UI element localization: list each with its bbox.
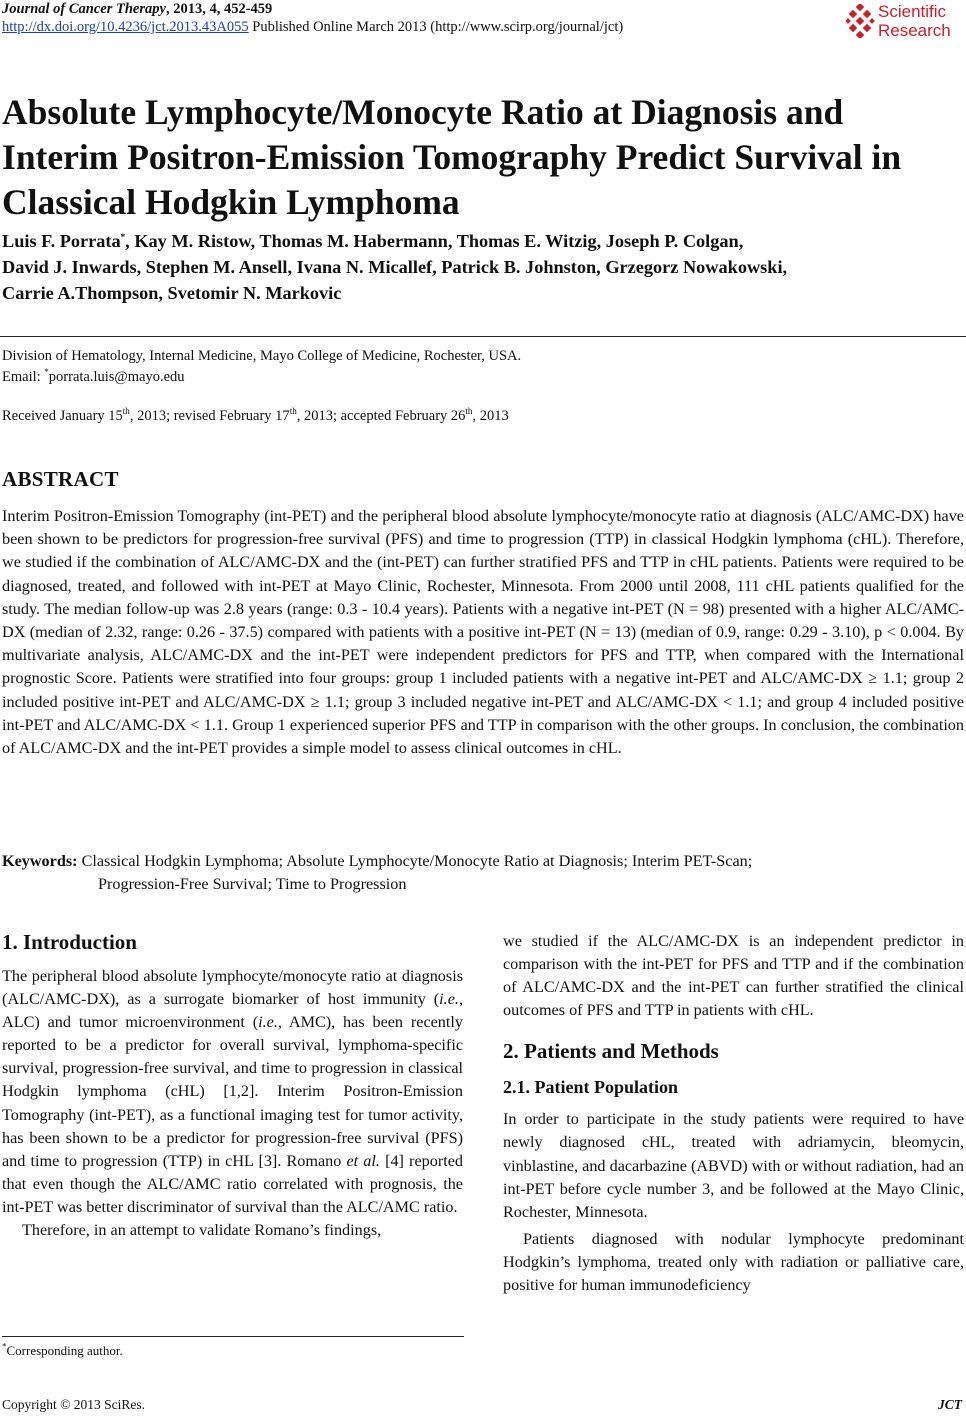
published-text: Published Online March 2013 (http://www.scirp.org/journal/jct) (248, 19, 624, 35)
accepted-sup: th (465, 406, 473, 417)
intro-p1-etal: et al. (346, 1151, 380, 1170)
publisher-logo-text (878, 2, 951, 40)
subsection-heading-population: 2.1. Patient Population (503, 1077, 679, 1098)
logo-line2: Research (878, 21, 951, 40)
keywords-line1: Classical Hodgkin Lymphoma; Absolute Lymphocyte/Monocyte Ratio at Diagnosis; Interim PET-Scan; (81, 852, 753, 870)
email-label: Email: (2, 369, 45, 385)
author-first: Luis F. Porrata (2, 231, 121, 251)
doi-line (2, 18, 623, 36)
logo-line1: Scientific (878, 2, 947, 21)
paper-title: Absolute Lymphocyte/Monocyte Ratio at Diagnosis and Interim Positron-Emission Tomography Predict Survival in Classical Hodgkin Lymphoma (2, 92, 902, 222)
journal-issue: , 2013, 4, 452-459 (165, 1, 273, 17)
journal-abbreviation: JCT (937, 1397, 962, 1412)
affiliation: Division of Hematology, Internal Medicine, Mayo College of Medicine, Rochester, USA. (2, 348, 522, 364)
journal-name: Journal of Cancer Therapy (2, 1, 166, 17)
footnote-text: Corresponding author. (6, 1343, 123, 1358)
intro-p1-ie-2: i.e. (258, 1013, 278, 1032)
intro-paragraph-1 (2, 965, 463, 1219)
intro-paragraph-2: Therefore, in an attempt to validate Romano’s findings, (22, 1221, 382, 1240)
corresponding-mark: * (120, 231, 126, 242)
keywords-line2: Progression-Free Survival; Time to Progression (98, 875, 407, 894)
abstract-body: Interim Positron-Emission Tomography (int-PET) and the peripheral blood absolute lymphocyte/monocyte ratio at diagnosis (ALC/AMC-DX) have been shown to be predictors for progression-free survival (PFS) and time to progression (TTP) in classical Hodgkin lymphoma (cHL). Therefore, we studied if the combination of ALC/AMC-DX and the (int-PET) can further stratified PFS and TTP in cHL patients. Patients were required to be diagnosed, treated, and followed with int-PET at Mayo Clinic, Rochester, Minnesota. From 2000 until 2008, 111 cHL patients qualified for the study. The median follow-up was 2.8 years (range: 0.3 - 10.4 years). Patients with a negative int-PET (N = 98) presented with a higher ALC/AMC-DX (median of 2.32, range: 0.26 - 37.5) compared with patients with a positive int-PET (N = 13) (median of 0.9, range: 0.29 - 3.10), p < 0.004. By multivariate analysis, ALC/AMC-DX and the int-PET were independent predictors for PFS and TTP, when compared with the International prognostic Score. Patients were stratified into four groups: group 1 included patients with a negative int-PET and ALC/AMC-DX ≥ 1.1; group 2 included positive int-PET and ALC/AMC-DX ≥ 1.1; group 3 included negative int-PET and ALC/AMC-DX < 1.1; and group 4 included positive int-PET and ALC/AMC-DX < 1.1. Group 1 experienced superior PFS and TTP in comparison with the other groups. In conclusion, the combination of ALC/AMC-DX and the int-PET provides a simple model to assess clinical outcomes in cHL. (2, 507, 964, 758)
methods-paragraph-1: In order to participate in the study patients were required to have newly diagnosed cHL, treated with adriamycin, bleomycin, vinblastine, and dacarbazine (ABVD) with or without radiation, had an int-PET before cycle number 3, and be followed at the Mayo Clinic, Rochester, Minnesota. (503, 1110, 964, 1221)
revised-sup: th (289, 406, 297, 417)
intro-p1-part-d: [4] reported that even though the ALC/AMC ratio correlated with prognosis, the int-PET was better discriminator of survival than the ALC/AMC ratio. (2, 1151, 463, 1216)
doi-link[interactable]: http://dx.doi.org/10.4236/jct.2013.43A055 (2, 19, 249, 35)
section-heading-methods: 2. Patients and Methods (503, 1039, 719, 1064)
email-mark: * (44, 367, 49, 378)
email-line (2, 367, 185, 388)
author-list (2, 228, 962, 306)
left-column (2, 928, 463, 1242)
email-address[interactable]: porrata.luis@mayo.edu (48, 369, 185, 385)
authors-line2: David J. Inwards, Stephen M. Ansell, Ivana N. Micallef, Patrick B. Johnston, Grzegorz Nowakowski, (2, 257, 788, 277)
year-text: , 2013 (472, 408, 509, 424)
journal-citation (2, 0, 272, 18)
footnote-divider (2, 1336, 464, 1337)
received-text: Received January 15 (2, 408, 123, 424)
abstract-heading: ABSTRACT (2, 467, 119, 491)
section-heading-introduction: 1. Introduction (2, 930, 137, 954)
authors-line1: , Kay M. Ristow, Thomas M. Habermann, Thomas E. Witzig, Joseph P. Colgan, (125, 231, 744, 251)
accepted-text: , 2013; accepted February 26 (296, 408, 466, 424)
methods-paragraph-2: Patients diagnosed with nodular lymphocyte predominant Hodgkin’s lymphoma, treated only with radiation or palliative care, positive for human immunodeficiency (503, 1229, 964, 1295)
copyright: Copyright © 2013 SciRes. (2, 1397, 146, 1412)
publisher-logo (846, 2, 964, 42)
header-divider (0, 336, 966, 337)
received-dates (2, 406, 509, 427)
intro-p1-part-a: The peripheral blood absolute lymphocyte/monocyte ratio at diagnosis (ALC/AMC-DX), as a surrogate biomarker of host immunity ( (2, 967, 463, 1009)
intro-p1-part-b: , ALC) and tumor microenvironment ( (2, 990, 463, 1032)
publisher-logo-mark-icon (846, 4, 876, 38)
footnote (2, 1343, 123, 1359)
revised-text: , 2013; revised February 17 (129, 408, 290, 424)
intro-continuation: we studied if the ALC/AMC-DX is an independent predictor in comparison with the int-PET for PFS and TTP and if the combination of ALC/AMC-DX and the int-PET can further stratified the clinical outcomes of PFS and TTP in patients with cHL. (503, 932, 964, 1020)
keywords (2, 850, 964, 897)
right-column (503, 930, 964, 1297)
keywords-label: Keywords: (2, 852, 82, 870)
intro-p1-ie-1: i.e. (439, 990, 459, 1009)
received-sup: th (122, 406, 130, 417)
authors-line3: Carrie A.Thompson, Svetomir N. Markovic (2, 283, 342, 303)
intro-p1-part-c: , AMC), has been recently reported to be a predictor for overall survival, lymphoma-specific survival, progression-free survival, and time to progression in classical Hodgkin lymphoma (cHL) [1,2]. Interim Positron-Emission Tomography (int-PET), as a functional imaging test for tumor activity, has been shown to be a predictor for progression-free survival (PFS) and time to progression (TTP) in cHL [3]. Romano (2, 1013, 463, 1170)
footnote-mark: * (2, 1341, 7, 1352)
